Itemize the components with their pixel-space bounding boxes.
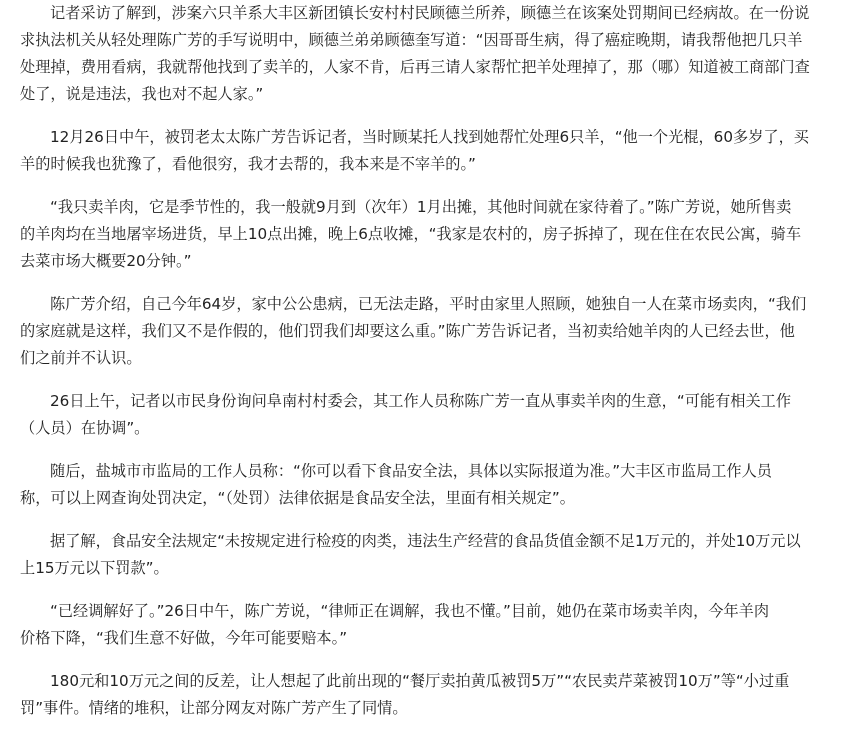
article-paragraph xyxy=(20,194,841,275)
article-paragraph xyxy=(20,598,841,652)
paragraph-line: 处理掉，费用看病，我就帮他找到了卖羊的，人家不肯，后再三请人家帮忙把羊处理掉了，那（哪）知道被工商部门查 xyxy=(20,58,810,76)
paragraph-line: 去菜市场大概要20分钟。” xyxy=(20,252,192,270)
paragraph-gap xyxy=(20,372,841,388)
paragraph-line: 求执法机关从轻处理陈广芳的手写说明中，顾德兰弟弟顾德奎写道：“因哥哥生病，得了癌症晚期，请我帮他把几只羊 xyxy=(20,31,803,49)
article-paragraph xyxy=(20,291,841,372)
paragraph-line: “我只卖羊肉，它是季节性的，我一般就9月到（次年）1月出摊，其他时间就在家待着了。”陈广芳说，她所售卖 xyxy=(50,198,792,216)
paragraph-line: 的羊肉均在当地屠宰场进货，早上10点出摊，晚上6点收摊，“我家是农村的，房子拆掉了，现在住在农民公寓，骑车 xyxy=(20,225,802,243)
paragraph-line: 们之前并不认识。 xyxy=(20,349,142,367)
paragraph-line: 羊的时候我也犹豫了，看他很穷，我才去帮的，我本来是不宰羊的。” xyxy=(20,155,476,173)
paragraph-line: 陈广芳介绍，自己今年64岁，家中公公患病，已无法走路，平时由家里人照顾，她独自一人在菜市场卖肉，“我们 xyxy=(50,295,807,313)
article-body xyxy=(20,0,841,722)
article-paragraph xyxy=(20,528,841,582)
paragraph-gap xyxy=(20,442,841,458)
paragraph-gap xyxy=(20,582,841,598)
paragraph-line: 价格下降，“我们生意不好做，今年可能要赔本。” xyxy=(20,629,348,647)
article-paragraph xyxy=(20,668,841,722)
paragraph-gap xyxy=(20,275,841,291)
paragraph-line: 26日上午，记者以市民身份询问阜南村村委会，其工作人员称陈广芳一直从事卖羊肉的生意，“可能有相关工作 xyxy=(50,392,792,410)
article-paragraph xyxy=(20,0,841,108)
paragraph-line: 称，可以上网查询处罚决定，“（处罚）法律依据是食品安全法，里面有相关规定”。 xyxy=(20,489,575,507)
paragraph-gap xyxy=(20,652,841,668)
paragraph-line: “已经调解好了。”26日中午，陈广芳说，“律师正在调解，我也不懂。”目前，她仍在菜市场卖羊肉，今年羊肉 xyxy=(50,602,770,620)
paragraph-line: 罚”事件。情绪的堆积，让部分网友对陈广芳产生了同情。 xyxy=(20,699,408,717)
paragraph-line: 记者采访了解到，涉案六只羊系大丰区新团镇长安村村民顾德兰所养，顾德兰在该案处罚期间已经病故。在一份说 xyxy=(50,4,810,22)
paragraph-line: 处了，说是违法，我也对不起人家。” xyxy=(20,85,264,103)
paragraph-line: 的家庭就是这样，我们又不是作假的，他们罚我们却要这么重。”陈广芳告诉记者，当初卖给她羊肉的人已经去世，他 xyxy=(20,322,795,340)
paragraph-gap xyxy=(20,108,841,124)
paragraph-line: 180元和10万元之间的反差，让人想起了此前出现的“餐厅卖拍黄瓜被罚5万”“农民卖芹菜被罚10万”等“小过重 xyxy=(50,672,790,690)
paragraph-gap xyxy=(20,178,841,194)
article-paragraph xyxy=(20,124,841,178)
article-paragraph xyxy=(20,388,841,442)
article-paragraph xyxy=(20,458,841,512)
paragraph-line: 上15万元以下罚款”。 xyxy=(20,559,169,577)
paragraph-line: 据了解，食品安全法规定“未按规定进行检疫的肉类，违法生产经营的食品货值金额不足1万元的，并处10万元以 xyxy=(50,532,801,550)
paragraph-line: 12月26日中午，被罚老太太陈广芳告诉记者，当时顾某托人找到她帮忙处理6只羊，“他一个光棍，60多岁了，买 xyxy=(50,128,809,146)
paragraph-gap xyxy=(20,512,841,528)
paragraph-line: 随后，盐城市市监局的工作人员称：“你可以看下食品安全法，具体以实际报道为准。”大丰区市监局工作人员 xyxy=(50,462,772,480)
paragraph-line: （人员）在协调”。 xyxy=(20,419,150,437)
